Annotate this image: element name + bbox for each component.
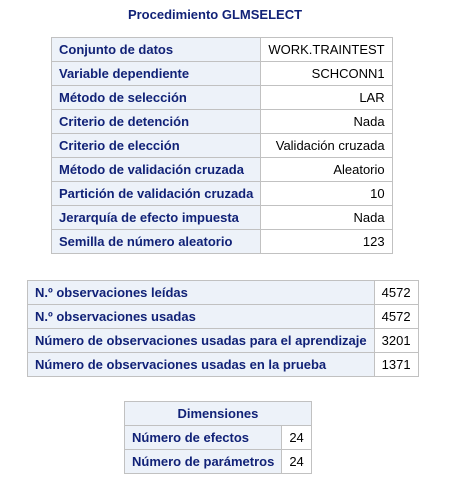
row-label: Variable dependiente (52, 62, 261, 86)
row-value: LAR (261, 86, 392, 110)
row-value: Nada (261, 110, 392, 134)
table-row (52, 230, 393, 254)
row-label: Partición de validación cruzada (52, 182, 261, 206)
row-value: 4572 (374, 281, 418, 305)
table-row (52, 38, 393, 62)
row-value: 24 (282, 450, 311, 474)
row-label: Semilla de número aleatorio (52, 230, 261, 254)
table-row (28, 329, 419, 353)
dimensions-table (124, 401, 312, 474)
row-label: Jerarquía de efecto impuesta (52, 206, 261, 230)
row-label: N.º observaciones leídas (28, 281, 375, 305)
table-row (52, 182, 393, 206)
row-value: 10 (261, 182, 392, 206)
procedure-title: Procedimiento GLMSELECT (127, 7, 303, 22)
row-label: Criterio de elección (52, 134, 261, 158)
table-row (28, 281, 419, 305)
row-label: Método de validación cruzada (52, 158, 261, 182)
row-value: Aleatorio (261, 158, 392, 182)
row-value: 3201 (374, 329, 418, 353)
row-label: Número de observaciones usadas para el aprendizaje (28, 329, 375, 353)
row-value: 4572 (374, 305, 418, 329)
row-label: Criterio de detención (52, 110, 261, 134)
table-row (52, 158, 393, 182)
row-value: WORK.TRAINTEST (261, 38, 392, 62)
row-label: Número de observaciones usadas en la prueba (28, 353, 375, 377)
table-row (28, 353, 419, 377)
row-label: Número de parámetros (125, 450, 282, 474)
observations-table (27, 280, 419, 377)
model-information-table (51, 37, 393, 254)
row-label: Número de efectos (125, 426, 282, 450)
table-row (125, 426, 312, 450)
table-row (28, 305, 419, 329)
table-row (52, 110, 393, 134)
row-label: Conjunto de datos (52, 38, 261, 62)
row-value: 1371 (374, 353, 418, 377)
table-row (125, 450, 312, 474)
row-value: 24 (282, 426, 311, 450)
table-header-row (125, 402, 312, 426)
dimensions-header: Dimensiones (125, 402, 312, 426)
table-row (52, 206, 393, 230)
row-label: Método de selección (52, 86, 261, 110)
table-row (52, 86, 393, 110)
table-row (52, 134, 393, 158)
row-label: N.º observaciones usadas (28, 305, 375, 329)
row-value: SCHCONN1 (261, 62, 392, 86)
table-row (52, 62, 393, 86)
row-value: 123 (261, 230, 392, 254)
row-value: Nada (261, 206, 392, 230)
row-value: Validación cruzada (261, 134, 392, 158)
